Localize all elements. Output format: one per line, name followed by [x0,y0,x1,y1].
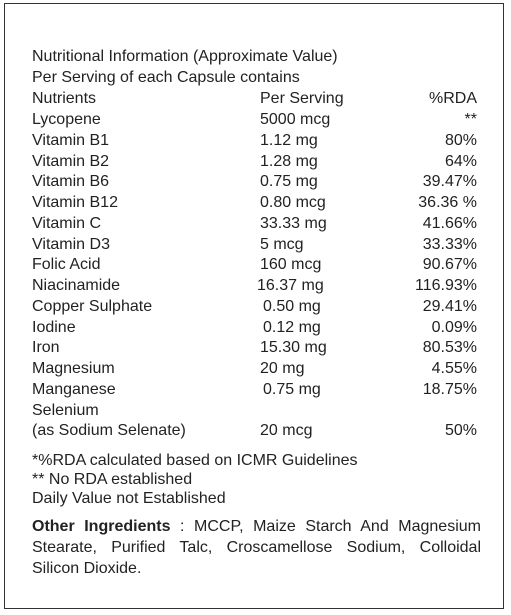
nutrient-name: Iodine [32,318,76,336]
nutrient-name: Magnesium [32,360,115,377]
per-serving-value: 33.33 mg [260,214,327,232]
rda-value: 50% [444,422,477,440]
nutrient-name: Niacinamide [32,277,121,294]
per-serving-value: 160 mcg [260,256,322,274]
nutrient-name: Vitamin C [32,214,102,232]
rda-value: 0.09% [431,318,477,336]
per-serving-value: 20 mcg [260,422,313,440]
header-per-serving: Per Serving [260,90,344,107]
nutrient-name: Manganese [32,380,116,398]
table-row [5,214,503,235]
table-row [5,318,503,339]
rda-value: 33.33% [422,235,477,253]
rda-value: 39.47% [422,173,477,191]
table-row [5,131,503,152]
table-row [5,255,503,276]
per-serving-value: 15.30 mg [260,339,327,357]
nutrient-name: Iron [32,339,60,357]
table-row [5,110,503,131]
rda-value: 36.36 % [418,194,477,211]
nutrient-name: Selenium [32,401,99,419]
rda-value: ** [464,111,477,128]
table-row [5,359,503,380]
nutrient-name: Copper Sulphate [32,297,153,315]
table-row [5,193,503,214]
table-row [5,152,503,173]
other-ingredients [32,516,481,579]
panel-title: Nutritional Information (Approximate Value) [32,48,338,65]
other-ingredients-text: : MCCP, Maize Starch And Magnesium Stearate, Purified Talc, Croscamellose Sodium, Colloidal Silicon Dioxide. [32,518,481,577]
rda-value: 80% [444,131,477,149]
nutrition-panel [4,3,504,609]
table-row [5,276,503,297]
rda-value: 116.93% [415,277,477,294]
per-serving-value: 16.37 mg [257,277,324,294]
table-row [5,297,503,318]
other-ingredients-label: Other Ingredients [32,518,171,535]
per-serving-value: 0.50 mg [263,297,321,315]
per-serving-value: 1.12 mg [260,131,318,149]
table-row [5,172,503,193]
footnote-daily-value: Daily Value not Established [32,490,226,507]
rda-value: 29.41% [422,297,477,315]
nutrient-name: Folic Acid [32,256,101,274]
table-row [5,421,503,442]
per-serving-value: 20 mg [260,360,305,377]
panel-subtitle: Per Serving of each Capsule contains [32,69,300,86]
rda-value: 41.66% [422,214,477,232]
nutrient-name: Vitamin B1 [32,131,110,149]
nutrient-name: Lycopene [32,111,101,128]
per-serving-value: 0.12 mg [263,318,321,336]
nutrient-name: Vitamin B12 [32,194,118,211]
nutrient-name: Vitamin B6 [32,173,110,191]
per-serving-value: 5 mcg [260,235,304,253]
header-rda: %RDA [428,90,477,107]
nutrient-name: Vitamin B2 [32,152,110,170]
rda-value: 18.75% [422,380,477,398]
table-row [5,338,503,359]
table-header-row [5,89,503,110]
rda-value: 4.55% [431,360,477,377]
rda-value: 90.67% [422,256,477,274]
per-serving-value: 0.75 mg [263,380,321,398]
rda-value: 64% [444,152,477,170]
table-row [5,235,503,256]
footnote-no-rda: ** No RDA established [32,471,193,488]
table-row [5,380,503,401]
table-row [5,401,503,422]
rda-value: 80.53% [422,339,477,357]
header-nutrients: Nutrients [32,90,97,107]
per-serving-value: 1.28 mg [260,152,318,170]
per-serving-value: 5000 mcg [260,111,331,128]
per-serving-value: 0.75 mg [260,173,318,191]
nutrient-name: (as Sodium Selenate) [32,422,186,440]
per-serving-value: 0.80 mcg [260,194,326,211]
nutrient-name: Vitamin D3 [32,235,110,253]
footnote-rda-basis: *%RDA calculated based on ICMR Guidelines [32,452,358,469]
